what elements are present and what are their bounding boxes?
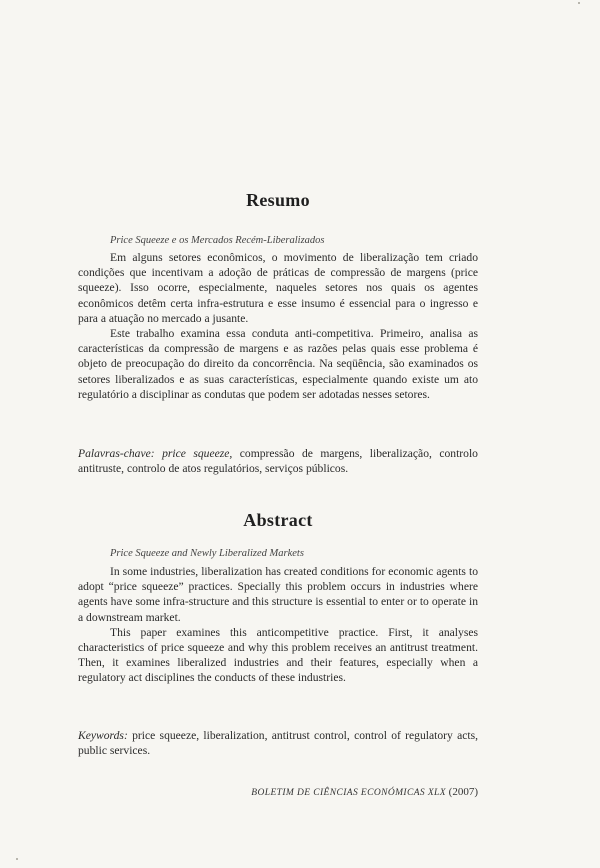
resumo-keywords-label: Palavras-chave: price squeeze, [78, 447, 233, 460]
resumo-keywords [78, 446, 478, 476]
resumo-keywords-paragraph [78, 446, 478, 476]
running-footer [251, 786, 478, 798]
footer-journal: BOLETIM DE CIÊNCIAS ECONÓMICAS XLX [251, 788, 446, 798]
abstract-keywords-label: Keywords: [78, 729, 128, 742]
resumo-body [78, 250, 478, 402]
abstract-keywords-text: price squeeze, liberalization, antitrust control, control of regulatory acts, public services. [78, 729, 478, 758]
resumo-paragraph-1: Em alguns setores econômicos, o movimento de liberalização tem criado condições que incentivam a adoção de práticas de compressão de margens (price squeeze). Isso ocorre, especialmente, naqueles setores nos quais os agentes econômicos detêm certa infra-estrutura e esse insumo é essencial para o ingresso e para a atuação no mercado a jusante. [78, 251, 478, 325]
resumo-keywords-text: compressão de margens, liberalização, controlo antitruste, controlo de atos regulatórios, serviços públicos. [78, 447, 478, 476]
abstract-paragraph-1: In some industries, liberalization has created conditions for economic agents to adopt “price squeeze” practices. Specially this problem occurs in industries where agents have some infra-structure and this structure is essential to enter or to operate in a downstream market. [78, 565, 478, 624]
abstract-keywords-paragraph [78, 728, 478, 758]
scan-speck [578, 2, 580, 4]
abstract-body [78, 564, 478, 686]
scan-speck [16, 858, 18, 860]
resumo-subtitle-wrap [78, 235, 478, 246]
resumo-subtitle: Price Squeeze e os Mercados Recém-Liberalizados [110, 235, 325, 246]
resumo-section [78, 190, 478, 211]
abstract-paragraph-2: This paper examines this anticompetitive practice. First, it analyses characteristics of price squeeze and why this problem receives an antitrust treatment. Then, it examines liberalized industries and their features, especially when a regulatory act disciplines the conducts of these industries. [78, 625, 478, 685]
abstract-subtitle: Price Squeeze and Newly Liberalized Markets [110, 548, 304, 559]
footer-year: (2007) [448, 786, 478, 798]
abstract-subtitle-wrap [78, 548, 478, 559]
abstract-heading: Abstract [243, 510, 313, 530]
resumo-heading: Resumo [246, 190, 310, 210]
abstract-keywords [78, 728, 478, 758]
resumo-paragraph-2: Este trabalho examina essa conduta anti-competitiva. Primeiro, analisa as características da compressão de margens e as razões pelas quais esse problema é objeto de preocupação do direito da concorrência. Na seqüência, são examinados os setores liberalizados e as suas características, especialmente quando existe um ato regulatório a disciplinar as condutas que podem ser adotadas nesses setores. [78, 327, 478, 401]
abstract-section [78, 510, 478, 531]
